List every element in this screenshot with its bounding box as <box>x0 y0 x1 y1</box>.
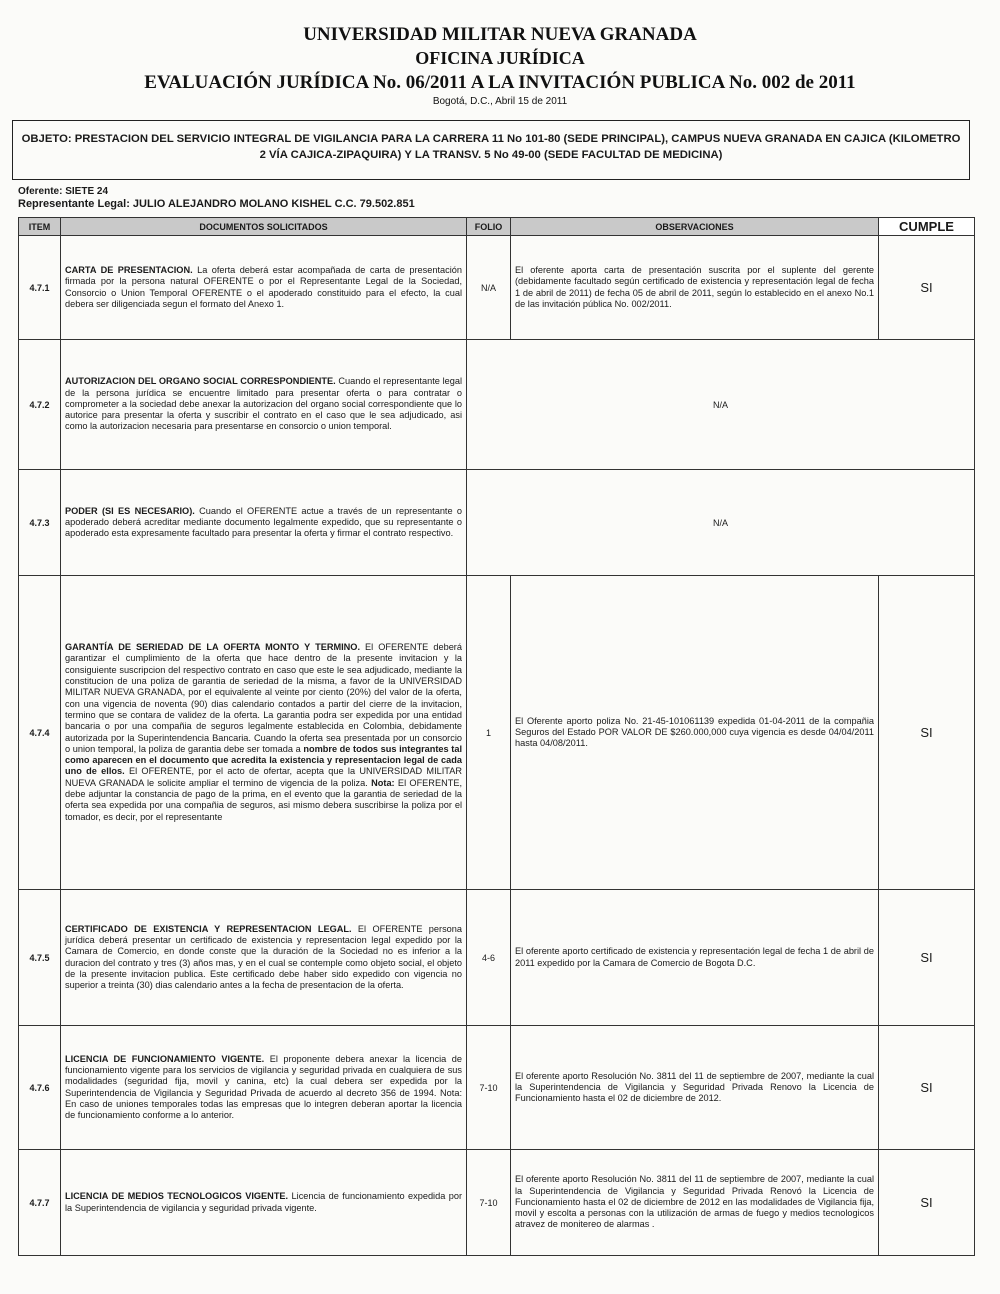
header-obs: OBSERVACIONES <box>511 218 879 236</box>
row-folio: 1 <box>467 576 511 890</box>
table-header-row <box>19 218 975 236</box>
row-doc-text: Licencia de funcionamiento expedida por la Superintendencia de vigilancia y seguridad privada vigente. <box>65 1191 463 1213</box>
row-item: 4.7.4 <box>19 576 61 890</box>
row-folio: 7-10 <box>467 1150 511 1256</box>
row-cumple: SI <box>879 236 975 340</box>
row-doc-text: El OFERENTE persona jurídica deberá presentar un certificado de existencia y representacion legal expedido por la Camara de Comercio, en donde conste que la duración de la Sociedad no es inferior a la duracion del contrato y tres (3) años mas, y en el cual se contemple como objeto social, el objeto de la presente invitacion publica. Este certificado debe haber sido expedido con vigencia no superior a treinta (30) dias calendario antes a la fecha de presentacion de la oferta. <box>65 923 463 991</box>
row-doc <box>61 236 467 340</box>
row-doc-text: Cuando el OFERENTE actue a través de un representante o apoderado deberá acreditar mediante documento legalmente expedido, que su representante o apoderado esta expresamente facultado para presentar la oferta y firmar el contrato respectivo. <box>65 505 463 539</box>
row-doc-text: El OFERENTE deberá garantizar el cumplimiento de la oferta que hace dentro de la presente invitacion y la consiguiente suscripcion del respectivo contrato en caso que este le sea adjudicado, mediante la constitucion de una poliza de garantia de seriedad de la misma, a favor de la UNIVERSIDAD MILITAR NUEVA GRANADA, por el equivalente al veinte por ciento (20%) del valor de la oferta, con una vigencia de noventa (90) dias calendario contados a partir del cierre de la invitacion, termino que se contara de validez de la oferta. La garantia podra ser expedida por una entidad bancaria o por una compañia de seguros legalmente establecida en Colombia, debidamente autorizada por la Superintendencia Bancaria. Cuando la oferta sea presentada por un consorcio o union temporal, la poliza de garantia debe ser tomada a <box>65 642 462 754</box>
office-title: OFICINA JURÍDICA <box>415 48 585 68</box>
row-obs: El oferente aporto certificado de existencia y representación legal de fecha 1 de abril de 2011 expedido por la Camara de Comercio de Bogota D.C. <box>511 890 879 1026</box>
place-date: Bogotá, D.C., Abril 15 de 2011 <box>432 96 568 107</box>
row-obs: El oferente aporto Resolución No. 3811 del 11 de septiembre de 2007, mediante la cual la Superintendencia de Vigilancia y Seguridad Privada Renovó la Licencia de Funcionamiento hasta el 02 de diciembre de 2012 en las modalidades de Vigilancia fija, movil y escolta a personas con la utilización de armas de fuego y medios tecnologicos atravez de monitereo de alarmas . <box>511 1150 879 1256</box>
row-cumple: SI <box>879 890 975 1026</box>
row-folio: 7-10 <box>467 1026 511 1150</box>
header-item: ITEM <box>19 218 61 236</box>
table-row <box>19 470 975 576</box>
row-item: 4.7.7 <box>19 1150 61 1256</box>
row-cumple: SI <box>879 576 975 890</box>
row-doc <box>61 890 467 1026</box>
representante-label: Representante Legal: JULIO ALEJANDRO MOLANO KISHEL C.C. 79.502.851 <box>18 198 415 210</box>
oferente-label: Oferente: SIETE 24 <box>18 186 109 197</box>
row-cumple: SI <box>879 1150 975 1256</box>
row-doc-title: PODER (SI ES NECESARIO). <box>65 505 195 516</box>
row-doc-text: El proponente debera anexar la licencia de funcionamiento vigente para los servicios de vigilancia y seguridad privada en cualquiera de sus modalidades (seguridad fija, movil y canina, etc) la cual debera ser expedida por la Superintendencia de Vigilancia y Seguridad Privada de acuerdo al decreto 356 de 1994. Nota: En caso de uniones temporales todas las empresas que lo integren deberan aportar la licencia de funcionamiento conforme a lo anterior. <box>65 1053 462 1121</box>
header-docs: DOCUMENTOS SOLICITADOS <box>61 218 467 236</box>
row-item: 4.7.3 <box>19 470 61 576</box>
table-row <box>19 890 975 1026</box>
row-doc <box>61 1026 467 1150</box>
row-doc-title: LICENCIA DE MEDIOS TECNOLOGICOS VIGENTE. <box>65 1191 289 1202</box>
row-item: 4.7.6 <box>19 1026 61 1150</box>
row-item: 4.7.5 <box>19 890 61 1026</box>
row-na-merged: N/A <box>467 470 975 576</box>
objeto-box: OBJETO: PRESTACION DEL SERVICIO INTEGRAL DE VIGILANCIA PARA LA CARRERA 11 No 101-80 (SEDE PRINCIPAL), CAMPUS NUEVA GRANADA EN CAJICA (KILOMETRO 2 VÍA CAJICA-ZIPAQUIRA) Y LA TRANSV. 5 No 49-00 (SEDE FACULTAD DE MEDICINA) <box>12 120 970 180</box>
university-title: UNIVERSIDAD MILITAR NUEVA GRANADA <box>303 24 697 45</box>
row-doc-text2: El OFERENTE, por el acto de ofertar, acepta que la UNIVERSIDAD MILITAR NUEVA GRANADA le solicite ampliar el termino de vigencia de la poliza. <box>65 766 462 788</box>
row-doc-text: Cuando el representante legal de la persona jurídica se encuentre limitado para presentar oferta o para contratar o comprometer a la sociedad debe anexar la autorizacion del organo social correspondiente que lo autorice para presentar la oferta y suscribir el contrato en el caso que le sea adjudicado, asi como la autorizacion necesaria para presentarse en consorcio o union temporal. <box>65 376 462 432</box>
row-doc-bold: nombre de todos sus integrantes tal como aparecen en el documento que acredita la existencia y representacion legal de cada uno de ellos. <box>65 743 463 777</box>
row-doc-text3: El OFERENTE, debe adjuntar la constancia de pago de la prima, en el evento que la garantia de seriedad de la oferta sea expedida por una compañia de seguros, asi mismo debera suscribirse la poliza por el tomador, es decir, por el representante <box>65 777 462 822</box>
row-folio: N/A <box>467 236 511 340</box>
row-cumple: SI <box>879 1026 975 1150</box>
row-item: 4.7.1 <box>19 236 61 340</box>
table-row <box>19 1026 975 1150</box>
evaluation-title: EVALUACIÓN JURÍDICA No. 06/2011 A LA INVITACIÓN PUBLICA No. 002 de 2011 <box>144 72 856 93</box>
row-doc <box>61 340 467 470</box>
row-obs: El oferente aporta carta de presentación suscrita por el suplente del gerente (debidamente facultado según certificado de existencia y representación legal de fecha 1 de abril de 2011) de fecha 05 de abril de 2011, según lo establecido en el anexo No.1 de las invitación pública No. 002/2011. <box>511 236 879 340</box>
row-doc <box>61 470 467 576</box>
row-doc <box>61 1150 467 1256</box>
table-row <box>19 576 975 890</box>
table-row <box>19 340 975 470</box>
row-na-merged: N/A <box>467 340 975 470</box>
row-doc-title: LICENCIA DE FUNCIONAMIENTO VIGENTE. <box>65 1053 265 1064</box>
row-obs: El Oferente aporto poliza No. 21-45-101061139 expedida 01-04-2011 de la compañia Seguros del Estado POR VALOR DE $260.000,000 cuya vigencia es desde 04/04/2011 hasta 04/08/2011. <box>511 576 879 890</box>
row-doc <box>61 576 467 890</box>
table-row <box>19 236 975 340</box>
header-cumple: CUMPLE <box>879 218 975 236</box>
row-obs: El oferente aporto Resolución No. 3811 del 11 de septiembre de 2007, mediante la cual la Superintendencia de Vigilancia y Seguridad Privada Renovo la Licencia de Funcionamiento hasta el 02 de diciembre de 2012. <box>511 1026 879 1150</box>
row-doc-note: Nota: <box>371 777 395 788</box>
table-row <box>19 1150 975 1256</box>
evaluation-table <box>18 217 975 1256</box>
row-doc-title: CARTA DE PRESENTACION. <box>65 264 193 275</box>
row-doc-title: CERTIFICADO DE EXISTENCIA Y REPRESENTACION LEGAL. <box>65 923 352 934</box>
row-doc-title: GARANTÍA DE SERIEDAD DE LA OFERTA MONTO Y TERMINO. <box>65 642 360 653</box>
row-doc-title: AUTORIZACION DEL ORGANO SOCIAL CORRESPONDIENTE. <box>65 376 336 387</box>
row-doc-text: La oferta deberá estar acompañada de carta de presentación firmada por la persona natural OFERENTE o por el Representante Legal de la Sociedad, Consorcio o Union Temporal OFERENTE o el apoderado constituido para el efecto, la cual debera ser diligenciada segun el formato del Anexo 1. <box>65 264 462 309</box>
header-folio: FOLIO <box>467 218 511 236</box>
row-item: 4.7.2 <box>19 340 61 470</box>
row-folio: 4-6 <box>467 890 511 1026</box>
